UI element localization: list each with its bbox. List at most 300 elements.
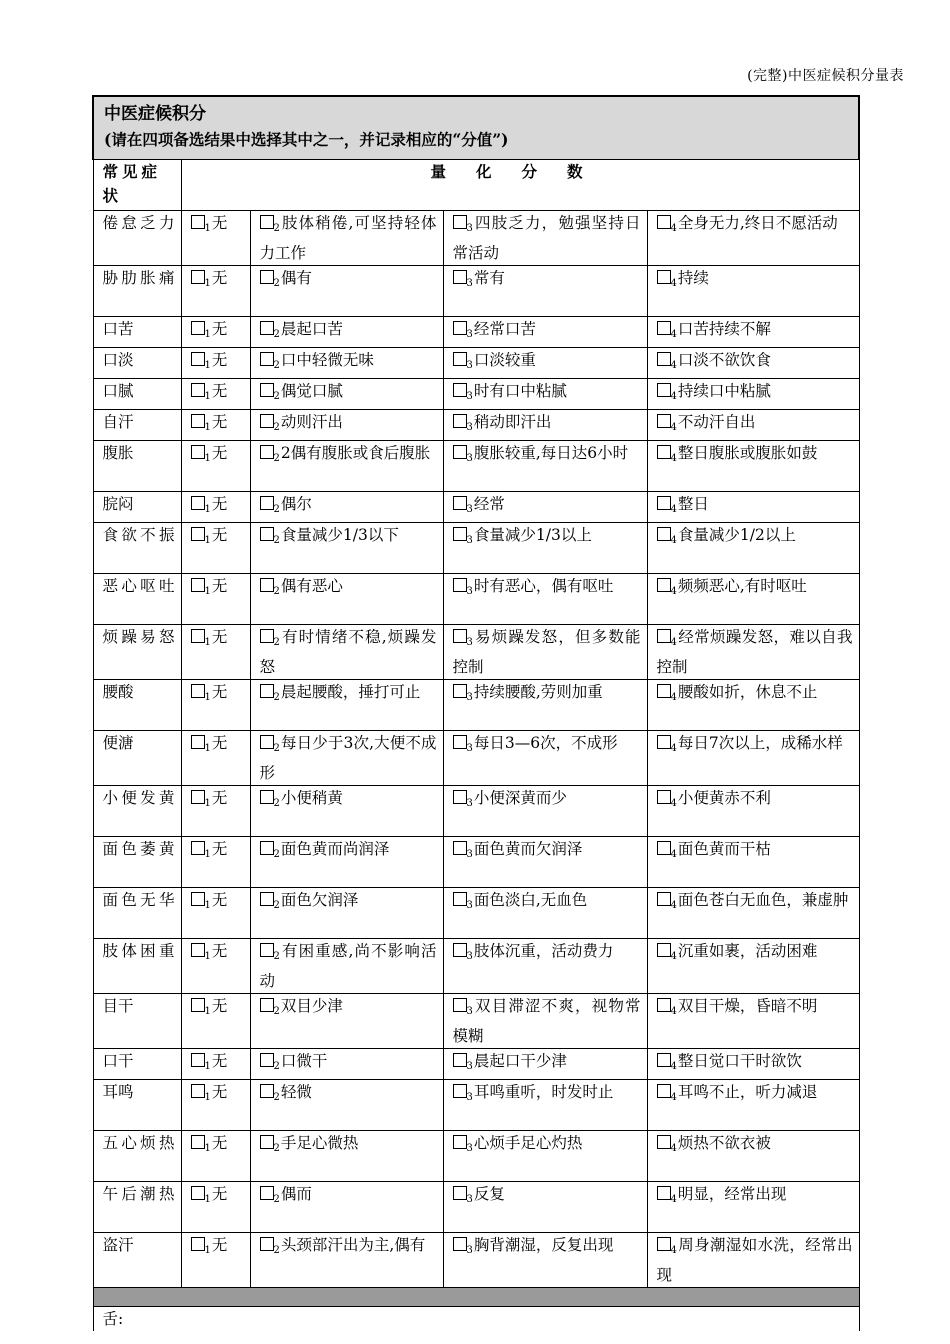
option-label: 无 xyxy=(211,269,228,287)
option-label: 整日觉口干时欲饮 xyxy=(677,1052,802,1070)
checkbox[interactable] xyxy=(260,321,274,335)
score-option-4 xyxy=(647,348,859,379)
score-value: 2 xyxy=(273,360,280,371)
option-label: 无 xyxy=(211,444,228,462)
checkbox[interactable] xyxy=(657,998,671,1012)
score-value: 1 xyxy=(204,743,211,754)
checkbox[interactable] xyxy=(657,684,671,698)
score-option-2 xyxy=(250,348,443,379)
table-row xyxy=(93,317,859,348)
checkbox[interactable] xyxy=(260,578,274,592)
score-value: 4 xyxy=(670,453,677,464)
option-label: 食量减少1/3以上 xyxy=(473,526,592,544)
option-label: 沉重如裹，活动困难 xyxy=(677,942,818,960)
score-value: 4 xyxy=(670,849,677,860)
score-option-1 xyxy=(181,348,250,379)
checkbox[interactable] xyxy=(191,352,205,366)
option-label: 面色欠润泽 xyxy=(280,891,359,909)
title-cell xyxy=(93,96,859,160)
table-row xyxy=(93,786,859,837)
checkbox[interactable] xyxy=(657,321,671,335)
checkbox[interactable] xyxy=(191,892,205,906)
checkbox[interactable] xyxy=(453,629,467,643)
checkbox[interactable] xyxy=(453,1237,467,1251)
checkbox[interactable] xyxy=(657,1084,671,1098)
checkbox[interactable] xyxy=(657,892,671,906)
symptom-name: 小便发黄 xyxy=(93,786,181,837)
score-option-2 xyxy=(250,410,443,441)
score-option-3 xyxy=(443,266,647,317)
checkbox[interactable] xyxy=(657,414,671,428)
option-label: 手足心微热 xyxy=(280,1134,359,1152)
option-label: 晨起口苦 xyxy=(280,320,343,338)
option-label: 无 xyxy=(211,840,228,858)
checkbox[interactable] xyxy=(453,1084,467,1098)
checkbox[interactable] xyxy=(260,270,274,284)
checkbox[interactable] xyxy=(657,1135,671,1149)
option-label: 频频恶心,有时呕吐 xyxy=(677,577,807,595)
score-value: 3 xyxy=(466,637,473,648)
checkbox[interactable] xyxy=(453,1186,467,1200)
option-label: 全身无力,终日不愿活动 xyxy=(677,214,838,232)
score-value: 4 xyxy=(670,1194,677,1205)
checkbox[interactable] xyxy=(657,527,671,541)
checkbox[interactable] xyxy=(453,527,467,541)
checkbox[interactable] xyxy=(191,943,205,957)
checkbox[interactable] xyxy=(191,270,205,284)
option-label: 整日 xyxy=(677,495,709,513)
checkbox[interactable] xyxy=(453,578,467,592)
score-value: 4 xyxy=(670,1245,677,1256)
score-value: 4 xyxy=(670,637,677,648)
checkbox[interactable] xyxy=(191,383,205,397)
checkbox[interactable] xyxy=(453,684,467,698)
score-option-1 xyxy=(181,266,250,317)
score-option-1 xyxy=(181,317,250,348)
score-value: 2 xyxy=(273,1245,280,1256)
option-label: 整日腹胀或腹胀如鼓 xyxy=(677,444,818,462)
checkbox[interactable] xyxy=(657,1237,671,1251)
score-option-1 xyxy=(181,837,250,888)
score-option-4 xyxy=(647,837,859,888)
checkbox[interactable] xyxy=(191,215,205,229)
score-option-3 xyxy=(443,786,647,837)
option-label: 偶有 xyxy=(280,269,312,287)
option-label: 轻微 xyxy=(280,1083,312,1101)
option-label: 腰酸如折，休息不止 xyxy=(677,683,818,701)
score-value: 2 xyxy=(273,586,280,597)
score-option-3 xyxy=(443,379,647,410)
header-symptom: 常见症状 xyxy=(93,160,181,211)
table-row xyxy=(93,1182,859,1233)
option-label: 持续腰酸,劳则加重 xyxy=(473,683,603,701)
score-value: 4 xyxy=(670,223,677,234)
score-option-4 xyxy=(647,441,859,492)
score-value: 3 xyxy=(466,1061,473,1072)
score-value: 1 xyxy=(204,1006,211,1017)
checkbox[interactable] xyxy=(191,496,205,510)
score-value: 1 xyxy=(204,422,211,433)
checkbox[interactable] xyxy=(260,735,274,749)
checkbox[interactable] xyxy=(657,496,671,510)
score-value: 4 xyxy=(670,586,677,597)
checkbox[interactable] xyxy=(260,943,274,957)
option-label: 无 xyxy=(211,526,228,544)
option-label: 无 xyxy=(211,320,228,338)
checkbox[interactable] xyxy=(657,735,671,749)
checkbox[interactable] xyxy=(453,943,467,957)
score-option-1 xyxy=(181,1080,250,1131)
checkbox[interactable] xyxy=(657,215,671,229)
score-option-4 xyxy=(647,786,859,837)
score-option-2 xyxy=(250,837,443,888)
score-value: 4 xyxy=(670,329,677,340)
symptom-name: 脘闷 xyxy=(93,492,181,523)
table-row xyxy=(93,492,859,523)
option-label: 双目干燥，昏暗不明 xyxy=(677,997,818,1015)
checkbox[interactable] xyxy=(260,841,274,855)
score-value: 1 xyxy=(204,223,211,234)
score-value: 3 xyxy=(466,951,473,962)
checkbox[interactable] xyxy=(191,445,205,459)
option-label: 反复 xyxy=(473,1185,505,1203)
option-label: 面色黄而欠润泽 xyxy=(473,840,583,858)
checkbox[interactable] xyxy=(191,684,205,698)
score-value: 3 xyxy=(466,1092,473,1103)
separator-row xyxy=(93,1288,859,1307)
symptom-name: 倦怠乏力 xyxy=(93,211,181,266)
checkbox[interactable] xyxy=(191,735,205,749)
checkbox[interactable] xyxy=(260,1186,274,1200)
option-label: 偶有恶心 xyxy=(280,577,343,595)
score-value: 3 xyxy=(466,692,473,703)
checkbox[interactable] xyxy=(657,629,671,643)
option-label: 时有恶心，偶有呕吐 xyxy=(473,577,614,595)
score-option-3 xyxy=(443,680,647,731)
score-option-2 xyxy=(250,574,443,625)
score-value: 3 xyxy=(466,1194,473,1205)
option-label: 口微干 xyxy=(280,1052,328,1070)
checkbox[interactable] xyxy=(260,383,274,397)
checkbox[interactable] xyxy=(453,383,467,397)
checkbox[interactable] xyxy=(191,790,205,804)
option-label: 周身潮湿如水洗，经常出现 xyxy=(656,1236,853,1284)
option-label: 面色苍白无血色，兼虚肿 xyxy=(677,891,849,909)
score-option-4 xyxy=(647,317,859,348)
option-label: 口淡较重 xyxy=(473,351,536,369)
option-label: 无 xyxy=(211,891,228,909)
option-label: 双目少津 xyxy=(280,997,343,1015)
table-row xyxy=(93,1131,859,1182)
checkbox[interactable] xyxy=(191,1084,205,1098)
score-value: 4 xyxy=(670,743,677,754)
title-row xyxy=(93,96,859,160)
option-label: 每日3—6次，不成形 xyxy=(473,734,618,752)
symptom-name: 耳鸣 xyxy=(93,1080,181,1131)
checkbox[interactable] xyxy=(260,496,274,510)
option-label: 肢体沉重，活动费力 xyxy=(473,942,614,960)
score-value: 4 xyxy=(670,278,677,289)
score-option-3 xyxy=(443,317,647,348)
score-value: 3 xyxy=(466,360,473,371)
symptom-name: 口淡 xyxy=(93,348,181,379)
header-quantified-score: 量化分数 xyxy=(181,160,859,211)
symptom-name: 口干 xyxy=(93,1049,181,1080)
option-label: 无 xyxy=(211,1236,228,1254)
option-label: 易烦躁发怒，但多数能控制 xyxy=(452,628,641,676)
checkbox[interactable] xyxy=(453,414,467,428)
option-label: 耳鸣重听，时发时止 xyxy=(473,1083,614,1101)
score-value: 4 xyxy=(670,1092,677,1103)
score-option-2 xyxy=(250,523,443,574)
symptom-name: 面色萎黄 xyxy=(93,837,181,888)
checkbox[interactable] xyxy=(191,1053,205,1067)
symptom-name: 目干 xyxy=(93,994,181,1049)
score-value: 4 xyxy=(670,535,677,546)
checkbox[interactable] xyxy=(453,445,467,459)
table-row xyxy=(93,939,859,994)
table-row xyxy=(93,379,859,410)
checkbox[interactable] xyxy=(260,998,274,1012)
score-value: 3 xyxy=(466,223,473,234)
score-option-2 xyxy=(250,680,443,731)
checkbox[interactable] xyxy=(657,841,671,855)
option-label: 无 xyxy=(211,942,228,960)
score-value: 4 xyxy=(670,900,677,911)
score-option-4 xyxy=(647,680,859,731)
score-option-2 xyxy=(250,1080,443,1131)
option-label: 动则汗出 xyxy=(280,413,343,431)
checkbox[interactable] xyxy=(453,790,467,804)
checkbox[interactable] xyxy=(260,1084,274,1098)
checkbox[interactable] xyxy=(453,1135,467,1149)
checkbox[interactable] xyxy=(260,414,274,428)
checkbox[interactable] xyxy=(453,841,467,855)
table-row xyxy=(93,994,859,1049)
score-value: 1 xyxy=(204,951,211,962)
checkbox[interactable] xyxy=(260,1053,274,1067)
score-option-4 xyxy=(647,1233,859,1288)
score-value: 2 xyxy=(273,798,280,809)
table-row xyxy=(93,625,859,680)
checkbox[interactable] xyxy=(191,1135,205,1149)
checkbox[interactable] xyxy=(191,629,205,643)
table-row xyxy=(93,1049,859,1080)
score-option-2 xyxy=(250,379,443,410)
score-option-1 xyxy=(181,994,250,1049)
checkbox[interactable] xyxy=(453,892,467,906)
score-value: 3 xyxy=(466,1006,473,1017)
checkbox[interactable] xyxy=(453,352,467,366)
table-row xyxy=(93,837,859,888)
option-label: 无 xyxy=(211,1134,228,1152)
score-value: 2 xyxy=(273,900,280,911)
option-label: 心烦手足心灼热 xyxy=(473,1134,583,1152)
option-label: 肢体稍倦,可坚持轻体力工作 xyxy=(259,214,437,262)
score-value: 2 xyxy=(273,849,280,860)
score-value: 2 xyxy=(273,637,280,648)
score-value: 3 xyxy=(466,586,473,597)
score-option-1 xyxy=(181,379,250,410)
score-option-3 xyxy=(443,523,647,574)
checkbox[interactable] xyxy=(657,943,671,957)
checkbox[interactable] xyxy=(657,578,671,592)
symptom-name: 口苦 xyxy=(93,317,181,348)
score-value: 2 xyxy=(273,453,280,464)
score-option-1 xyxy=(181,1049,250,1080)
score-option-1 xyxy=(181,680,250,731)
checkbox[interactable] xyxy=(260,352,274,366)
table-row xyxy=(93,441,859,492)
option-label: 腹胀较重,每日达6小时 xyxy=(473,444,629,462)
score-value: 2 xyxy=(273,743,280,754)
score-value: 4 xyxy=(670,692,677,703)
score-option-2 xyxy=(250,492,443,523)
option-label: 头颈部汗出为主,偶有 xyxy=(280,1236,426,1254)
score-option-2 xyxy=(250,731,443,786)
checkbox[interactable] xyxy=(453,270,467,284)
table-row xyxy=(93,211,859,266)
score-value: 3 xyxy=(466,535,473,546)
option-label: 偶尔 xyxy=(280,495,312,513)
symptom-name: 食欲不振 xyxy=(93,523,181,574)
checkbox[interactable] xyxy=(260,527,274,541)
score-value: 1 xyxy=(204,692,211,703)
tongue-row xyxy=(93,1307,859,1332)
symptom-name: 盗汗 xyxy=(93,1233,181,1288)
table-row xyxy=(93,1233,859,1288)
checkbox[interactable] xyxy=(191,527,205,541)
option-label: 持续口中粘腻 xyxy=(677,382,771,400)
checkbox[interactable] xyxy=(191,1186,205,1200)
score-value: 4 xyxy=(670,1061,677,1072)
score-value: 1 xyxy=(204,329,211,340)
symptom-name: 口腻 xyxy=(93,379,181,410)
option-label: 无 xyxy=(211,577,228,595)
checkbox[interactable] xyxy=(191,841,205,855)
score-option-2 xyxy=(250,211,443,266)
score-value: 1 xyxy=(204,360,211,371)
score-option-3 xyxy=(443,348,647,379)
score-value: 2 xyxy=(273,223,280,234)
checkbox[interactable] xyxy=(453,1053,467,1067)
score-value: 3 xyxy=(466,422,473,433)
checkbox[interactable] xyxy=(260,1237,274,1251)
option-label: 小便稍黄 xyxy=(280,789,343,807)
checkbox[interactable] xyxy=(191,578,205,592)
score-value: 3 xyxy=(466,743,473,754)
option-label: 小便黄赤不利 xyxy=(677,789,771,807)
score-value: 2 xyxy=(273,278,280,289)
option-label: 无 xyxy=(211,1185,228,1203)
checkbox[interactable] xyxy=(657,445,671,459)
symptom-name: 腹胀 xyxy=(93,441,181,492)
score-option-3 xyxy=(443,211,647,266)
option-label: 偶而 xyxy=(280,1185,312,1203)
score-value: 4 xyxy=(670,360,677,371)
score-option-4 xyxy=(647,379,859,410)
score-option-1 xyxy=(181,939,250,994)
score-value: 1 xyxy=(204,453,211,464)
option-label: 无 xyxy=(211,495,228,513)
option-label: 食量减少1/3以下 xyxy=(280,526,399,544)
checkbox[interactable] xyxy=(260,629,274,643)
checkbox[interactable] xyxy=(657,1053,671,1067)
checkbox[interactable] xyxy=(260,215,274,229)
checkbox[interactable] xyxy=(453,998,467,1012)
option-label: 2偶有腹胀或食后腹胀 xyxy=(280,444,431,462)
checkbox[interactable] xyxy=(191,1237,205,1251)
option-label: 常有 xyxy=(473,269,505,287)
checkbox[interactable] xyxy=(260,445,274,459)
checkbox[interactable] xyxy=(657,383,671,397)
form-title: 中医症候积分 xyxy=(104,104,206,124)
score-value: 3 xyxy=(466,504,473,515)
score-option-2 xyxy=(250,266,443,317)
score-option-2 xyxy=(250,1049,443,1080)
symptom-name: 肢体困重 xyxy=(93,939,181,994)
checkbox[interactable] xyxy=(260,1135,274,1149)
table-row xyxy=(93,410,859,441)
score-option-3 xyxy=(443,994,647,1049)
symptom-name: 胁肋胀痛 xyxy=(93,266,181,317)
checkbox[interactable] xyxy=(453,321,467,335)
score-value: 2 xyxy=(273,951,280,962)
score-option-1 xyxy=(181,731,250,786)
option-label: 每日少于3次,大便不成形 xyxy=(259,734,437,782)
checkbox[interactable] xyxy=(453,735,467,749)
checkbox[interactable] xyxy=(260,892,274,906)
score-option-2 xyxy=(250,888,443,939)
option-label: 无 xyxy=(211,413,228,431)
checkbox[interactable] xyxy=(657,1186,671,1200)
score-option-4 xyxy=(647,994,859,1049)
score-option-3 xyxy=(443,837,647,888)
score-option-4 xyxy=(647,888,859,939)
symptom-score-table xyxy=(92,95,860,1331)
score-option-3 xyxy=(443,1233,647,1288)
score-value: 4 xyxy=(670,422,677,433)
tongue-label: 舌: xyxy=(93,1307,859,1332)
checkbox[interactable] xyxy=(191,998,205,1012)
table-row xyxy=(93,523,859,574)
checkbox[interactable] xyxy=(191,321,205,335)
score-value: 2 xyxy=(273,1092,280,1103)
checkbox[interactable] xyxy=(657,352,671,366)
checkbox[interactable] xyxy=(657,270,671,284)
checkbox[interactable] xyxy=(260,790,274,804)
option-label: 面色黄而尚润泽 xyxy=(280,840,390,858)
score-value: 1 xyxy=(204,586,211,597)
score-option-3 xyxy=(443,410,647,441)
checkbox[interactable] xyxy=(260,684,274,698)
symptom-name: 便溏 xyxy=(93,731,181,786)
score-option-3 xyxy=(443,441,647,492)
score-value: 2 xyxy=(273,329,280,340)
score-value: 1 xyxy=(204,798,211,809)
checkbox[interactable] xyxy=(453,215,467,229)
score-option-2 xyxy=(250,939,443,994)
score-option-4 xyxy=(647,939,859,994)
checkbox[interactable] xyxy=(453,496,467,510)
option-label: 烦热不欲衣被 xyxy=(677,1134,771,1152)
option-label: 双目滞涩不爽，视物常模糊 xyxy=(452,997,641,1045)
checkbox[interactable] xyxy=(191,414,205,428)
score-value: 1 xyxy=(204,1194,211,1205)
score-value: 1 xyxy=(204,1245,211,1256)
score-value: 1 xyxy=(204,900,211,911)
checkbox[interactable] xyxy=(657,790,671,804)
